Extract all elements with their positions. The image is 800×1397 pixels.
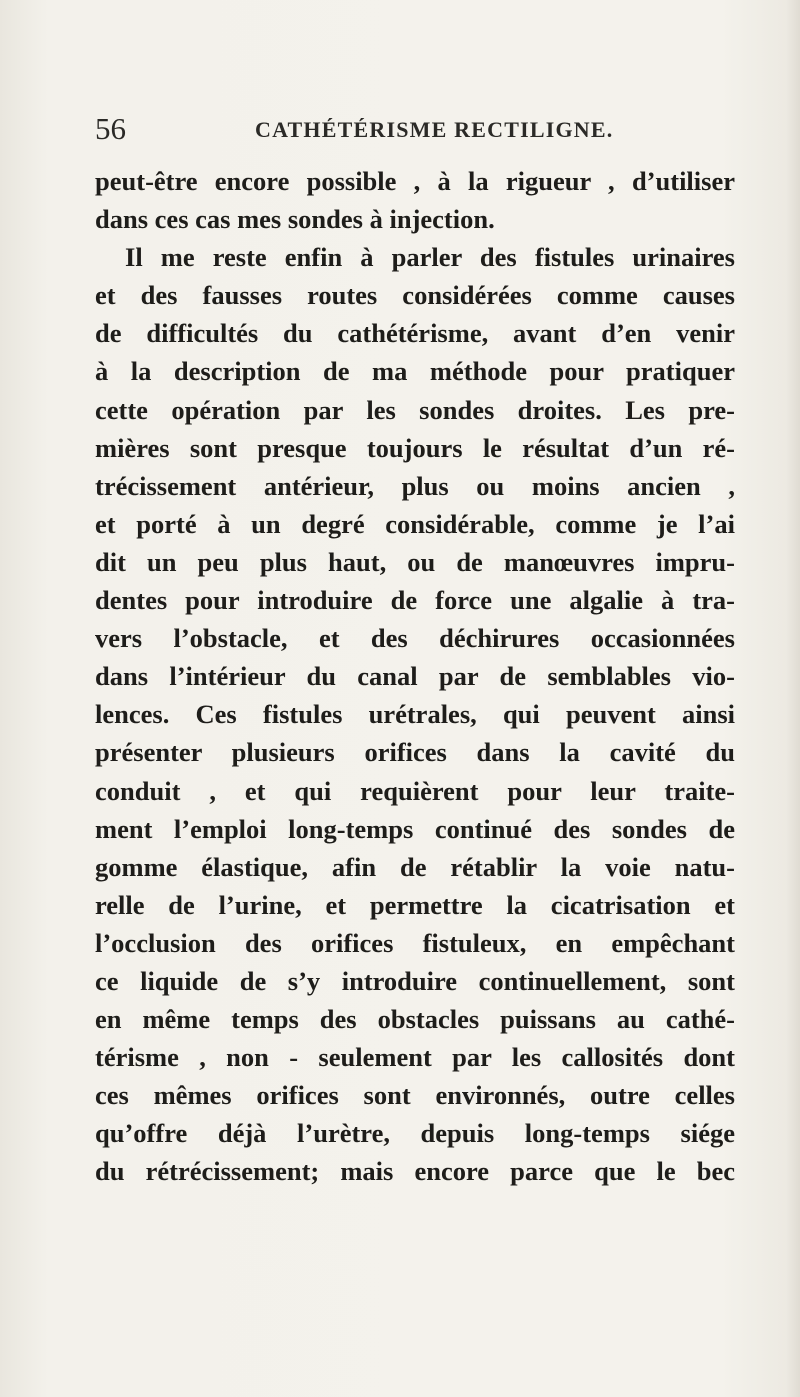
text-line: de difficultés du cathétérisme, avant d’en venir <box>95 318 735 349</box>
text-line: cette opération par les sondes droites. Les pre- <box>95 394 735 425</box>
text-line: et porté à un degré considérable, comme je l’ai <box>95 508 735 539</box>
text-line: ces mêmes orifices sont environnés, outre celles <box>95 1080 735 1111</box>
text-line: du rétrécissement; mais encore parce que le bec <box>95 1156 735 1187</box>
text-line: térisme , non - seulement par les callosités dont <box>95 1042 735 1073</box>
text-line: peut-être encore possible , à la rigueur , d’utiliser <box>95 166 735 196</box>
text-line: dentes pour introduire de force une algalie à tra- <box>95 585 735 616</box>
page-number: 56 <box>95 111 126 146</box>
text-line: Il me reste enfin à parler des fistules urinaires <box>125 242 735 273</box>
text-line: en même temps des obstacles puissans au cathé- <box>95 1004 735 1035</box>
text-line: qu’offre déjà l’urètre, depuis long-temps siége <box>95 1118 735 1149</box>
text-line: mières sont presque toujours le résultat d’un ré- <box>95 432 735 463</box>
text-line: gomme élastique, afin de rétablir la voie natu- <box>95 851 735 882</box>
text-line: et des fausses routes considérées comme causes <box>95 280 735 311</box>
text-line: dit un peu plus haut, ou de manœuvres impru- <box>95 546 735 577</box>
text-line: dans l’intérieur du canal par de semblables vio- <box>95 661 735 692</box>
text-line: lences. Ces fistules urétrales, qui peuvent ainsi <box>95 699 735 730</box>
running-title: CATHÉTÉRISME RECTILIGNE. <box>255 117 614 142</box>
text-line: vers l’obstacle, et des déchirures occasionnées <box>95 623 735 654</box>
text-line: l’occlusion des orifices fistuleux, en empêchant <box>95 927 735 958</box>
text-line: présenter plusieurs orifices dans la cavité du <box>95 737 735 768</box>
text-line: relle de l’urine, et permettre la cicatrisation et <box>95 889 735 920</box>
text-line: à la description de ma méthode pour pratiquer <box>95 356 735 387</box>
page-header <box>95 112 735 146</box>
text-line: ce liquide de s’y introduire continuellement, sont <box>95 965 735 996</box>
text-line: dans ces cas mes sondes à injection. <box>95 204 495 235</box>
text-line: conduit , et qui requièrent pour leur traite- <box>95 775 735 806</box>
text-line: trécissement antérieur, plus ou moins ancien , <box>95 470 735 501</box>
page-edge-shadow <box>786 0 800 1397</box>
body-text <box>95 162 735 1191</box>
text-line: ment l’emploi long-temps continué des sondes de <box>95 813 735 844</box>
